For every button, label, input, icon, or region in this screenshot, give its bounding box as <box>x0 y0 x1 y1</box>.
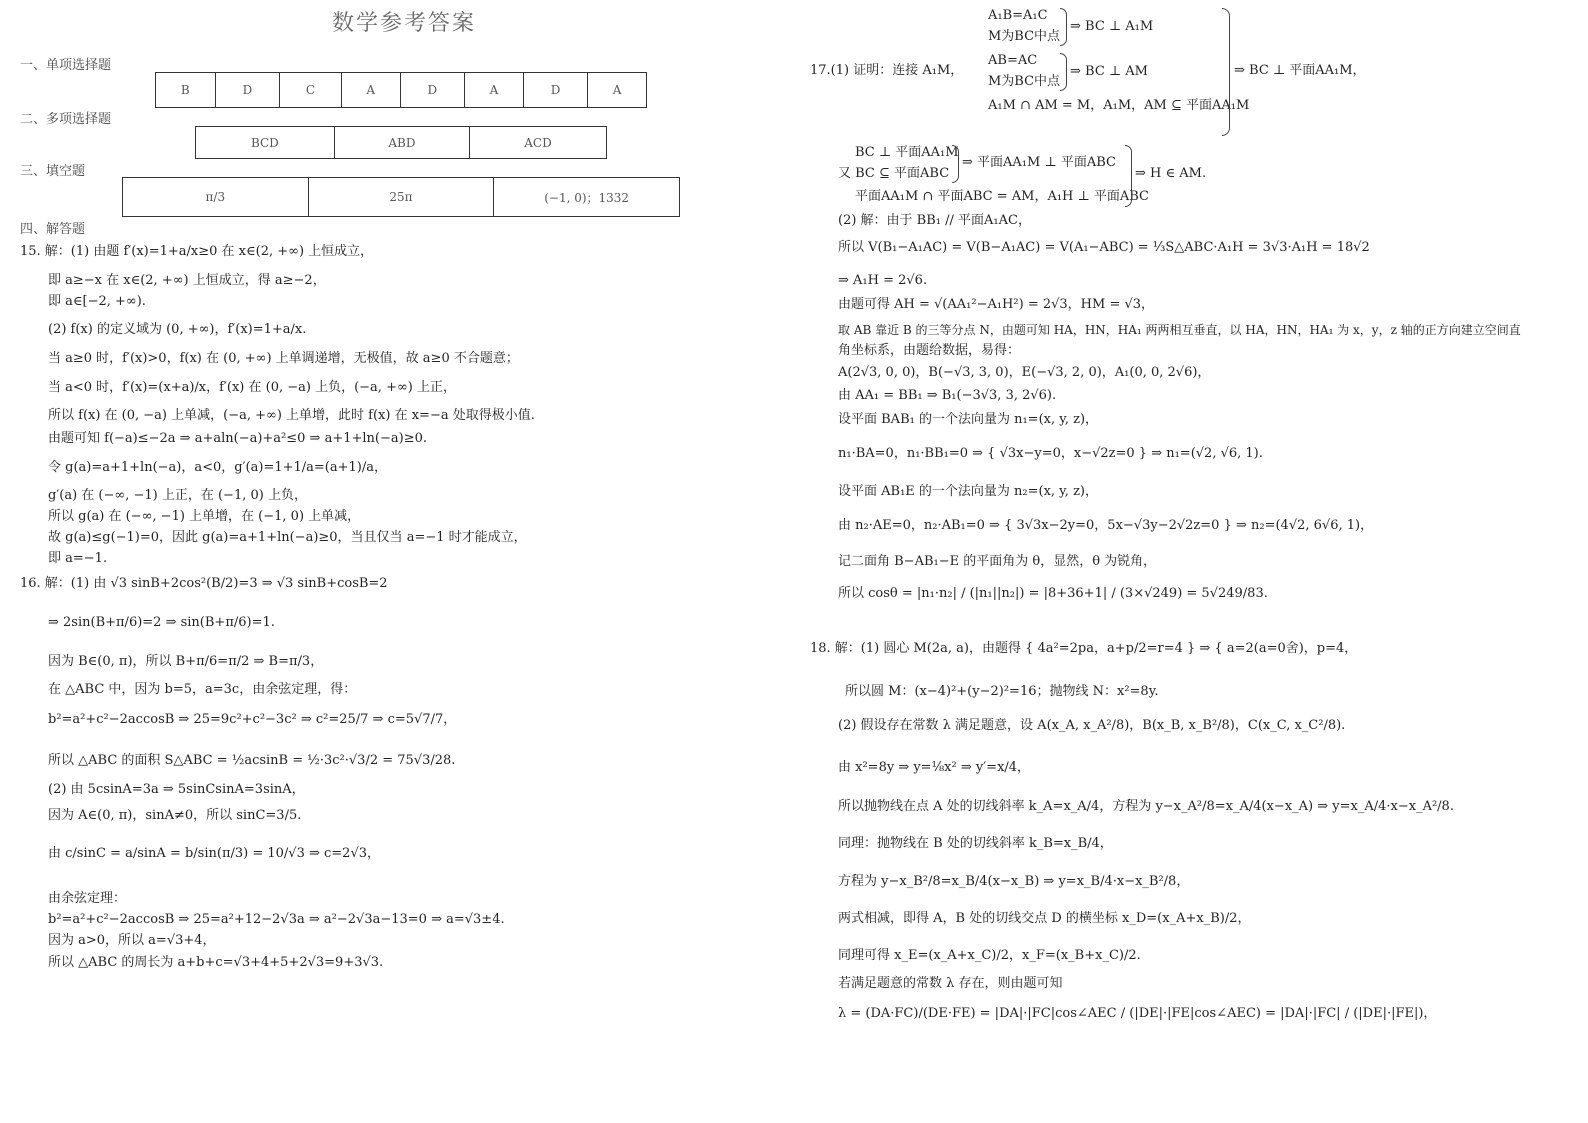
brace-icon <box>1060 53 1067 91</box>
proof-line: AB=AC <box>988 53 1038 68</box>
answer-cell: D <box>215 73 279 108</box>
proof-line: ⇒ BC ⊥ AM <box>1070 64 1148 79</box>
answer-cell: ABD <box>334 127 469 159</box>
answer-cell: D <box>400 73 464 108</box>
solution-line: 所以 g(a) 在 (−∞, −1) 上单增，在 (−1, 0) 上单减， <box>48 509 361 524</box>
answer-cell: B <box>156 73 216 108</box>
solution-line: 所以圆 M：(x−4)²+(y−2)²=16；抛物线 N：x²=8y. <box>845 684 1159 699</box>
brace-icon <box>1125 145 1132 207</box>
solution-line: 由余弦定理： <box>48 891 127 906</box>
multi-choice-answer-table <box>195 126 607 159</box>
solution-line: 因为 A∈(0, π)，sinA≠0，所以 sinC=3/5. <box>48 808 302 823</box>
solution-line: 18. 解：(1) 圆心 M(2a, a)，由题得 { 4a²=2pa，a+p/2=r=4 } ⇒ { a=2(a=0舍)，p=4， <box>810 641 1358 656</box>
section-heading-solutions: 四、解答题 <box>20 222 86 237</box>
solution-line: 即 a=−1. <box>48 551 108 566</box>
page-title: 数学参考答案 <box>332 11 477 36</box>
proof-line: BC ⊥ 平面AA₁M <box>855 145 959 160</box>
solution-line: 故 g(a)≤g(−1)=0，因此 g(a)=a+1+ln(−a)≥0，当且仅当 a=−1 时才能成立， <box>48 530 527 545</box>
solution-line: λ = (DA·FC)/(DE·FE) = |DA|·|FC|cos∠AEC / (|DE|·|FE|cos∠AEC) = |DA|·|FC| / (|DE|·|FE|)， <box>838 1006 1437 1021</box>
brace-icon <box>1060 8 1067 46</box>
brace-icon <box>1222 8 1230 136</box>
proof-line: M为BC中点 <box>988 29 1061 44</box>
solution-line: 记二面角 B−AB₁−E 的平面角为 θ，显然，θ 为锐角， <box>838 554 1157 569</box>
proof-line: ⇒ BC ⊥ A₁M <box>1070 19 1154 34</box>
proof-line: 17.(1) 证明：连接 A₁M， <box>810 63 964 78</box>
section-heading-single-choice: 一、单项选择题 <box>20 58 112 73</box>
answer-cell: (−1, 0)；1332 <box>494 178 680 217</box>
solution-line: 所以 △ABC 的面积 S△ABC = ½acsinB = ½·3c²·√3/2 = 75√3/28. <box>48 753 456 768</box>
solution-line: b²=a²+c²−2accosB ⇒ 25=a²+12−2√3a ⇒ a²−2√3a−13=0 ⇒ a=√3±4. <box>48 912 505 927</box>
solution-line: 所以 f(x) 在 (0, −a) 上单减，(−a, +∞) 上单增，此时 f(x) 在 x=−a 处取得极小值. <box>48 408 535 423</box>
solution-line: 由 x²=8y ⇒ y=⅛x² ⇒ y′=x/4， <box>838 760 1031 775</box>
proof-line: M为BC中点 <box>988 74 1061 89</box>
solution-line: 设平面 BAB₁ 的一个法向量为 n₁=(x, y, z)， <box>838 412 1099 427</box>
answer-cell: 25π <box>308 178 494 217</box>
answer-cell: C <box>280 73 342 108</box>
solution-line: A(2√3, 0, 0)，B(−√3, 3, 0)，E(−√3, 2, 0)，A₁(0, 0, 2√6)， <box>838 365 1211 380</box>
solution-line: ⇒ 2sin(B+π/6)=2 ⇒ sin(B+π/6)=1. <box>48 615 275 630</box>
solution-line: 由 c/sinC = a/sinA = b/sin(π/3) = 10/√3 ⇒ c=2√3， <box>48 846 381 861</box>
answer-cell: A <box>588 73 647 108</box>
proof-line: A₁M ∩ AM = M，A₁M，AM ⊆ 平面AA₁M <box>988 98 1250 113</box>
solution-line: 16. 解：(1) 由 √3 sinB+2cos²(B/2)=3 ⇒ √3 sinB+cosB=2 <box>20 576 388 591</box>
solution-line: b²=a²+c²−2accosB ⇒ 25=9c²+c²−3c² ⇒ c²=25/7 ⇒ c=5√7/7， <box>48 712 457 727</box>
solution-line: 由 AA₁ = BB₁ ⇒ B₁(−3√3, 3, 2√6). <box>838 388 1057 403</box>
proof-line: 平面AA₁M ∩ 平面ABC = AM，A₁H ⊥ 平面ABC <box>855 189 1149 204</box>
solution-line: 若满足题意的常数 λ 存在，则由题可知 <box>838 976 1063 991</box>
solution-line: 角坐标系，由题给数据，易得： <box>838 343 1021 358</box>
solution-line: 因为 a>0，所以 a=√3+4， <box>48 933 216 948</box>
solution-line: g′(a) 在 (−∞, −1) 上正，在 (−1, 0) 上负， <box>48 488 307 503</box>
answer-cell: π/3 <box>123 178 309 217</box>
solution-line: (2) f(x) 的定义域为 (0, +∞)，f′(x)=1+a/x. <box>48 322 307 337</box>
solution-line: 在 △ABC 中，因为 b=5，a=3c，由余弦定理，得： <box>48 682 357 697</box>
section-heading-fill-blank: 三、填空题 <box>20 164 86 179</box>
solution-line: 所以 △ABC 的周长为 a+b+c=√3+4+5+2√3=9+3√3. <box>48 955 384 970</box>
solution-line: 当 a<0 时，f′(x)=(x+a)/x，f′(x) 在 (0, −a) 上负，(−a, +∞) 上正， <box>48 380 457 395</box>
proof-line: A₁B=A₁C <box>988 8 1048 23</box>
solution-line: ⇒ A₁H = 2√6. <box>838 273 928 288</box>
solution-line: 设平面 AB₁E 的一个法向量为 n₂=(x, y, z)， <box>838 484 1098 499</box>
solution-line: 即 a∈[−2, +∞). <box>48 294 146 309</box>
section-heading-multi-choice: 二、多项选择题 <box>20 112 112 127</box>
solution-line: 两式相减，即得 A，B 处的切线交点 D 的横坐标 x_D=(x_A+x_B)/2， <box>838 911 1251 926</box>
solution-line: 方程为 y−x_B²/8=x_B/4(x−x_B) ⇒ y=x_B/4·x−x_B²/8， <box>838 874 1190 889</box>
solution-line: (2) 解：由于 BB₁ // 平面A₁AC， <box>838 213 1031 228</box>
solution-line: 取 AB 靠近 B 的三等分点 N，由题可知 HA，HN，HA₁ 两两相互垂直，以 HA，HN，HA₁ 为 x，y，z 轴的正方向建立空间直 <box>838 323 1521 337</box>
solution-line: 同理：抛物线在 B 处的切线斜率 k_B=x_B/4， <box>838 836 1113 851</box>
solution-line: 因为 B∈(0, π)，所以 B+π/6=π/2 ⇒ B=π/3， <box>48 654 324 669</box>
solution-line: 所以抛物线在点 A 处的切线斜率 k_A=x_A/4，方程为 y−x_A²/8=x_A/4(x−x_A) ⇒ y=x_A/4·x−x_A²/8. <box>838 799 1454 814</box>
solution-line: 由题可知 f(−a)≤−2a ⇒ a+aln(−a)+a²≤0 ⇒ a+1+ln(−a)≥0. <box>48 431 427 446</box>
solution-line: (2) 由 5csinA=3a ⇒ 5sinCsinA=3sinA， <box>48 782 305 797</box>
answer-cell: ACD <box>470 127 607 159</box>
proof-line: ⇒ H ∈ AM. <box>1135 166 1207 181</box>
solution-line: (2) 假设存在常数 λ 满足题意，设 A(x_A, x_A²/8)，B(x_B, x_B²/8)，C(x_C, x_C²/8). <box>838 718 1346 733</box>
solution-line: 即 a≥−x 在 x∈(2, +∞) 上恒成立，得 a≥−2， <box>48 273 326 288</box>
solution-line: 15. 解：(1) 由题 f′(x)=1+a/x≥0 在 x∈(2, +∞) 上恒成立， <box>20 244 374 259</box>
single-choice-answer-table <box>155 72 647 108</box>
proof-line: ⇒ 平面AA₁M ⊥ 平面ABC <box>962 155 1116 170</box>
solution-line: 由 n₂·AE=0，n₂·AB₁=0 ⇒ { 3√3x−2y=0，5x−√3y−2√2z=0 } ⇒ n₂=(4√2, 6√6, 1)， <box>838 518 1374 533</box>
answer-cell: A <box>341 73 400 108</box>
fill-blank-answer-table <box>122 177 680 217</box>
proof-line: ⇒ BC ⊥ 平面AA₁M， <box>1234 63 1366 78</box>
solution-line: 当 a≥0 时，f′(x)>0，f(x) 在 (0, +∞) 上单调递增，无极值，故 a≥0 不合题意； <box>48 351 519 366</box>
answer-cell: D <box>523 73 587 108</box>
answer-cell: BCD <box>196 127 335 159</box>
solution-line: 由题可得 AH = √(AA₁²−A₁H²) = 2√3，HM = √3， <box>838 297 1155 312</box>
solution-line: 令 g(a)=a+1+ln(−a)，a<0，g′(a)=1+1/a=(a+1)/a， <box>48 460 387 475</box>
answer-cell: A <box>465 73 524 108</box>
solution-line: 同理可得 x_E=(x_A+x_C)/2，x_F=(x_B+x_C)/2. <box>838 948 1141 963</box>
solution-line: 所以 V(B₁−A₁AC) = V(B−A₁AC) = V(A₁−ABC) = ⅓S△ABC·A₁H = 3√3·A₁H = 18√2 <box>838 240 1370 255</box>
solution-line: n₁·BA=0，n₁·BB₁=0 ⇒ { √3x−y=0，x−√2z=0 } ⇒ n₁=(√2, √6, 1). <box>838 446 1263 461</box>
solution-line: 所以 cosθ = |n₁·n₂| / (|n₁||n₂|) = |8+36+1| / (3×√249) = 5√249/83. <box>838 586 1268 601</box>
brace-icon <box>952 145 959 183</box>
proof-line: 又 BC ⊆ 平面ABC <box>838 166 950 181</box>
